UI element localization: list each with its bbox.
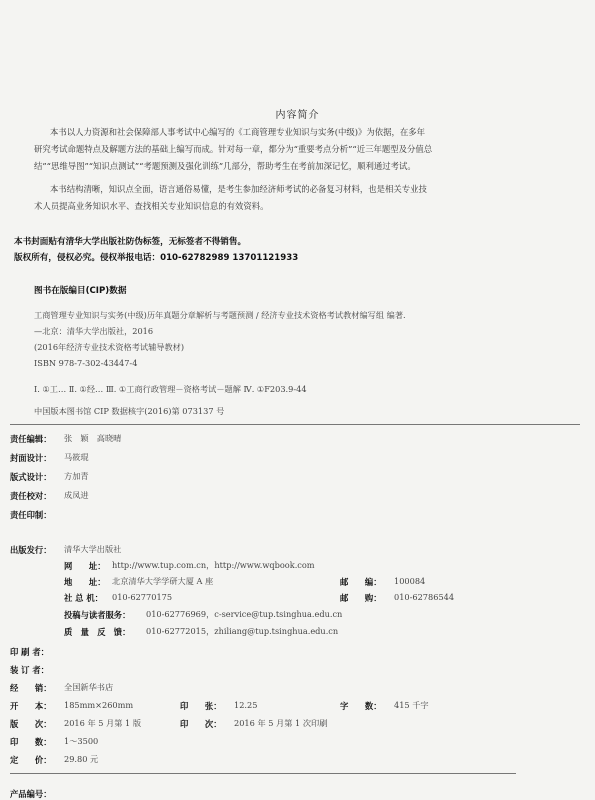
distributor-value: 全国新华书店 — [64, 682, 114, 692]
credit-label: 责任校对： — [10, 491, 52, 501]
intro-line: 本书以人力资源和社会保障部人事考试中心编写的《工商管理专业知识与实务(中级)》为依据，在多年 — [50, 127, 426, 137]
postcode-value: 100084 — [394, 576, 426, 586]
credit-value: 张 颖 高晓晴 — [64, 433, 122, 443]
divider — [10, 773, 516, 774]
cip-line: (2016年经济专业技术资格考试辅导教材) — [34, 342, 185, 352]
reader-service-value: 010-62776969，c-service@tup.tsinghua.edu.cn — [146, 609, 343, 619]
impression-label: 印 次： — [180, 719, 222, 729]
address-label: 地 址： — [64, 577, 106, 587]
quality-feedback-label: 质 量 反 馈： — [64, 627, 131, 637]
credit-value: 方加青 — [64, 471, 89, 481]
edition-value: 2016 年 5 月第 1 版 — [64, 718, 142, 728]
intro-line: 结”“思维导图”“知识点测试”“考题预测及强化训练”几部分，帮助考生在考前加深记忆，顺利通过考试。 — [34, 161, 416, 171]
postcode-label: 邮 编： — [340, 577, 382, 587]
sheets-value: 12.25 — [234, 700, 258, 710]
cip-heading: 图书在版编目(CIP)数据 — [34, 286, 127, 296]
sheets-label: 印 张： — [180, 701, 222, 711]
website-label: 网 址： — [64, 561, 106, 571]
cip-line: ISBN 978-7-302-43447-4 — [34, 358, 138, 368]
format-value: 185mm×260mm — [64, 700, 134, 710]
price-value: 29.80 元 — [64, 754, 99, 764]
distributor-label: 经 销： — [10, 683, 52, 693]
cip-line: Ⅰ. ①工… Ⅱ. ①经… Ⅲ. ①工商行政管理－资格考试－题解 Ⅳ. ①F203.9-44 — [34, 384, 307, 394]
credit-label: 封面设计： — [10, 453, 52, 463]
switchboard-value: 010-62770175 — [112, 592, 173, 602]
print-run-label: 印 数： — [10, 737, 52, 747]
address-value: 北京清华大学学研大厦 A 座 — [112, 576, 214, 586]
product-code-label: 产品编号： — [10, 789, 52, 799]
printer-label: 印 刷 者： — [10, 647, 49, 657]
page-title: 内容简介 — [275, 110, 320, 121]
cip-line: 工商管理专业知识与实务(中级)历年真题分章解析与考题预测 / 经济专业技术资格考试教材编写组 编著. — [34, 310, 406, 320]
intro-line: 研究考试命题特点及解题方法的基础上编写而成。针对每一章，都分为“重要考点分析”“近三年题型及分值总 — [34, 144, 433, 154]
credit-value: 成凤进 — [64, 490, 89, 500]
mail-order-value: 010-62786544 — [394, 592, 455, 602]
price-label: 定 价： — [10, 755, 52, 765]
intro-line: 本书结构清晰，知识点全面，语言通俗易懂，是考生参加经济师考试的必备复习材料，也是相关专业技 — [50, 184, 427, 194]
edition-label: 版 次： — [10, 719, 52, 729]
credit-value: 马筱琨 — [64, 452, 89, 462]
mail-order-label: 邮 购： — [340, 593, 382, 603]
switchboard-label: 社 总 机： — [64, 593, 103, 603]
word-count-label: 字 数： — [340, 701, 382, 711]
binder-label: 装 订 者： — [10, 665, 49, 675]
credit-label: 责任编辑： — [10, 434, 52, 444]
cip-line: —北京：清华大学出版社，2016 — [34, 326, 154, 336]
credit-label: 责任印制： — [10, 510, 52, 520]
publisher-label: 出版发行： — [10, 545, 52, 555]
publisher-name: 清华大学出版社 — [64, 544, 122, 554]
print-run-value: 1～3500 — [64, 736, 99, 746]
quality-feedback-value: 010-62772015，zhiliang@tup.tsinghua.edu.cn — [146, 626, 339, 636]
format-label: 开 本： — [10, 701, 52, 711]
website-value: http://www.tup.com.cn，http://www.wqbook.com — [112, 560, 315, 570]
cip-line: 中国版本图书馆 CIP 数据核字(2016)第 073137 号 — [34, 406, 225, 416]
copyright-notice: 版权所有，侵权必究。侵权举报电话：010-62782989 13701121933 — [14, 253, 299, 263]
impression-value: 2016 年 5 月第 1 次印刷 — [234, 718, 328, 728]
word-count-value: 415 千字 — [394, 700, 429, 710]
anti-counterfeit-notice: 本书封面贴有清华大学出版社防伪标签，无标签者不得销售。 — [14, 237, 247, 247]
reader-service-label: 投稿与读者服务： — [64, 610, 131, 620]
credit-label: 版式设计： — [10, 472, 52, 482]
divider — [10, 424, 580, 425]
intro-line: 术人员提高业务知识水平、查找相关专业知识信息的有效资料。 — [34, 201, 269, 211]
